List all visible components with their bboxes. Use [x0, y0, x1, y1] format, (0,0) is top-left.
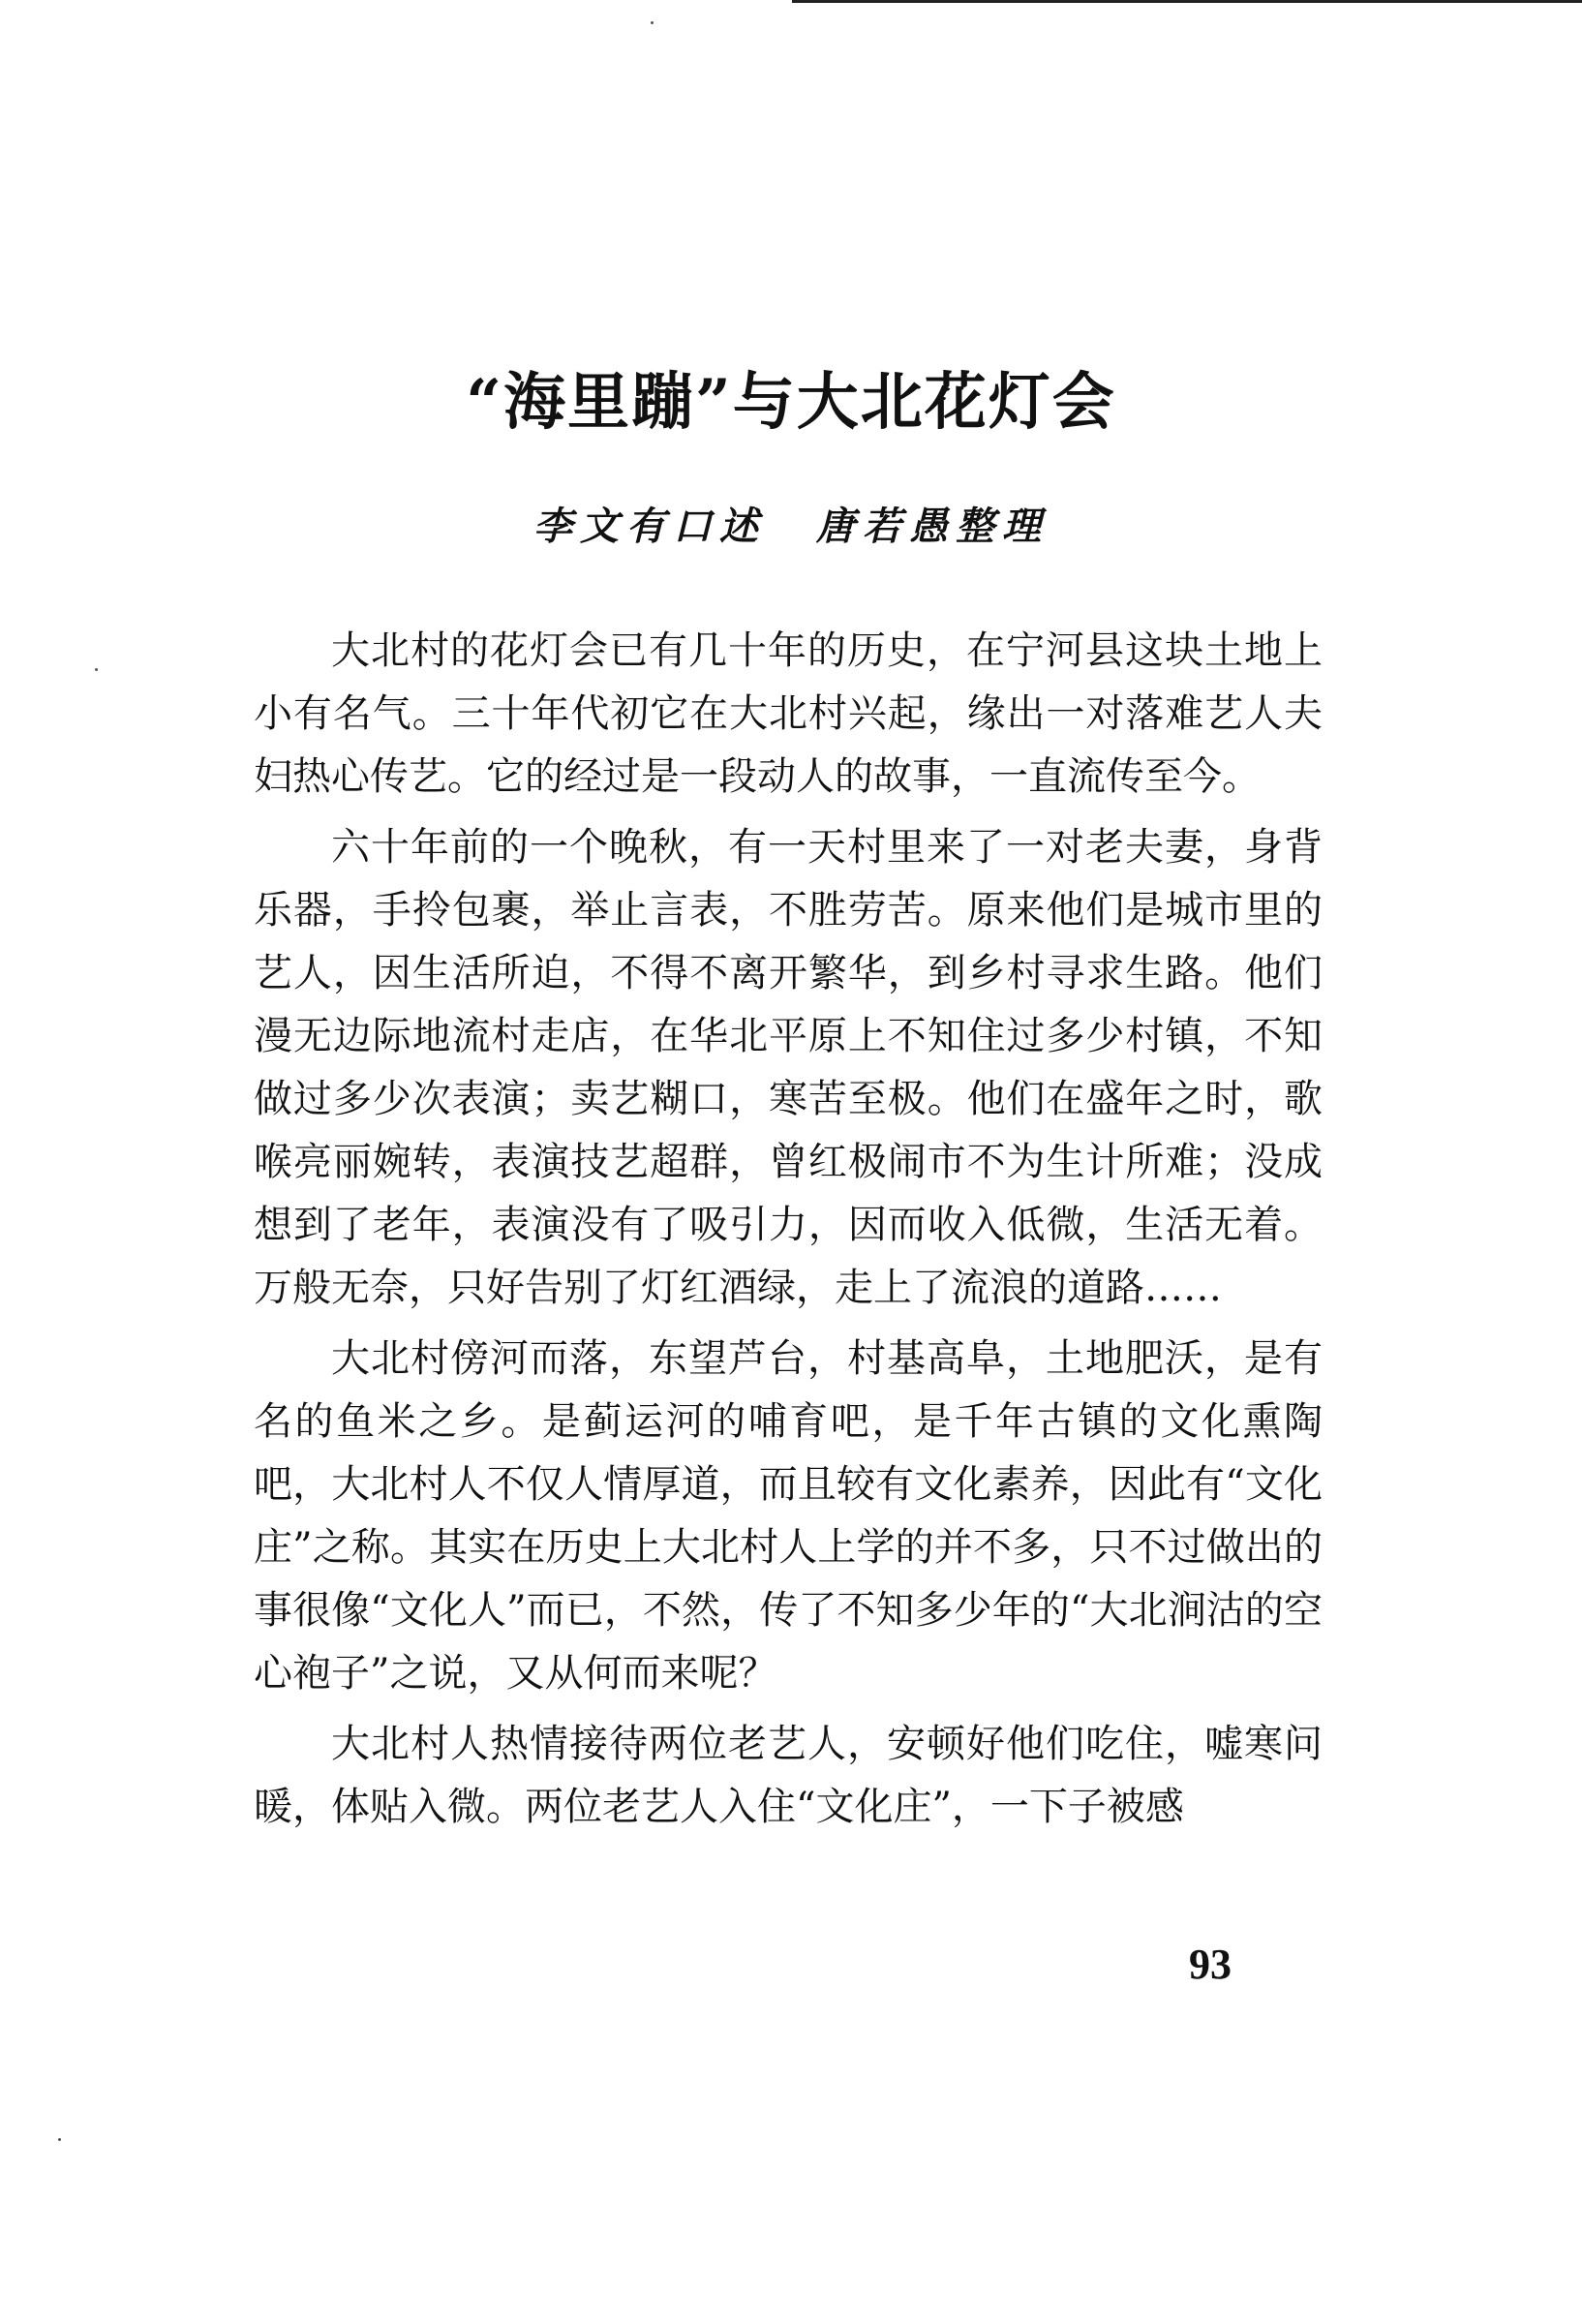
- article-body: [254, 620, 1323, 1847]
- byline-editor: 唐若愚整理: [816, 504, 1049, 549]
- top-rule: [792, 0, 1582, 3]
- scan-speck: [95, 668, 98, 671]
- scan-speck: [651, 21, 654, 24]
- byline-narrator: 李文有口述: [533, 504, 766, 549]
- paragraph: 大北村人热情接待两位老艺人，安顿好他们吃住，嘘寒问暖，体贴入微。两位老艺人入住“文化庄”，一下子被感: [254, 1722, 1323, 1829]
- paragraph: 大北村傍河而落，东望芦台，村基高阜，土地肥沃，是有名的鱼米之乡。是蓟运河的哺育吧，是千年古镇的文化熏陶吧，大北村人不仅人情厚道，而且较有文化素养，因此有“文化庄”之称。其实在历史上大北村人上学的并不多，只不过做出的事很像“文化人”而已，不然，传了不知多少年的“大北涧沽的空心袍子”之说，又从何而来呢？: [254, 1336, 1323, 1696]
- scan-speck: [58, 2138, 61, 2141]
- article-title: “海里蹦”与大北花灯会: [466, 366, 1116, 439]
- paragraph: 大北村的花灯会已有几十年的历史，在宁河县这块土地上小有名气。三十年代初它在大北村兴起，缘出一对落难艺人夫妇热心传艺。它的经过是一段动人的故事，一直流传至今。: [254, 628, 1323, 799]
- paragraph: 六十年前的一个晚秋，有一天村里来了一对老夫妻，身背乐器，手拎包裹，举止言表，不胜劳苦。原来他们是城市里的艺人，因生活所迫，不得不离开繁华，到乡村寻求生路。他们漫无边际地流村走店，在华北平原上不知住过多少村镇，不知做过多少次表演；卖艺糊口，寒苦至极。他们在盛年之时，歌喉亮丽婉转，表演技艺超群，曾红极闹市不为生计所难；没成想到了老年，表演没有了吸引力，因而收入低微，生活无着。万般无奈，只好告别了灯红酒绿，走上了流浪的道路……: [254, 825, 1323, 1310]
- byline: [0, 496, 1582, 551]
- page-number: 93: [1189, 1941, 1232, 1988]
